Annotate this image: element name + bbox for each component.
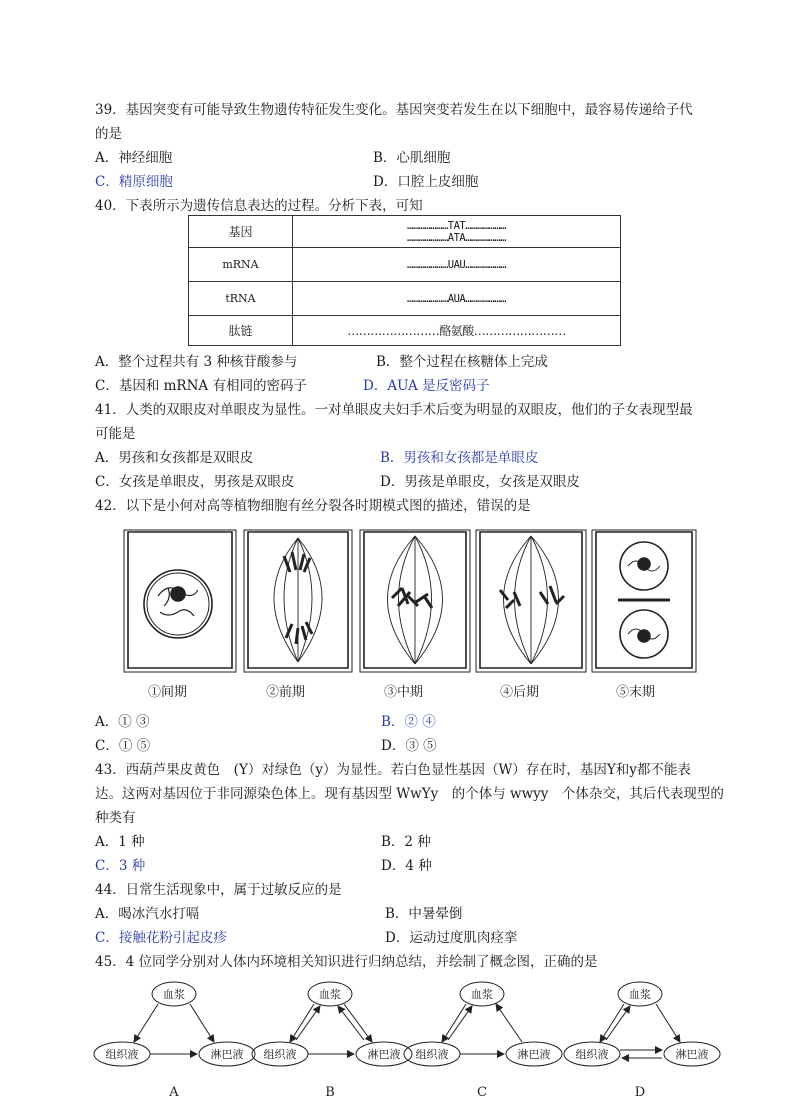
q40-stem: 40．下表所示为遗传信息表达的过程。分析下表，可知 xyxy=(95,198,423,214)
map-b-lymph: 淋巴液 xyxy=(367,1048,401,1061)
q41-stem-line2: 可能是 xyxy=(95,426,136,442)
map-d-plasma: 血浆 xyxy=(629,988,651,1001)
map-label-c: C xyxy=(477,1085,487,1100)
q42-stem: 42．以下是小何对高等植物细胞有丝分裂各时期模式图的描述，错误的是 xyxy=(95,498,531,514)
cell-interphase xyxy=(124,530,236,672)
map-c-plasma: 血浆 xyxy=(471,988,493,1001)
map-b-plasma: 血浆 xyxy=(319,988,341,1001)
caption-interphase: ①间期 xyxy=(148,685,188,700)
map-a-lymph: 淋巴液 xyxy=(210,1048,244,1061)
cell-telophase xyxy=(592,530,696,672)
gene-strand-1: …………………TAT………………… xyxy=(407,219,506,232)
map-label-d: D xyxy=(634,1085,646,1100)
q40-option-a[interactable]: A．整个过程共有 3 种核苷酸参与 xyxy=(95,354,298,370)
q41-stem-line1: 41．人类的双眼皮对单眼皮为显性。一对单眼皮夫妇手术后变为明显的双眼皮，他们的子女表现型最 xyxy=(95,402,693,418)
q43-stem-line1: 43．西葫芦果皮黄色 (Y）对绿色（y）为显性。若白色显性基因（W）存在时，基因Y和y都不能表 xyxy=(95,762,691,778)
row-label-mrna: mRNA xyxy=(189,248,293,282)
q44-option-b[interactable]: B．中暑晕倒 xyxy=(385,906,463,922)
caption-telophase: ⑤末期 xyxy=(616,685,656,700)
concept-map-a xyxy=(94,982,255,1100)
q44-option-a[interactable]: A．喝冰汽水打嗝 xyxy=(95,906,200,922)
map-b-tissue-fluid: 组织液 xyxy=(263,1048,297,1061)
mitosis-figure xyxy=(120,526,700,706)
q41-option-a[interactable]: A．男孩和女孩都是双眼皮 xyxy=(95,450,254,466)
map-d-tissue-fluid: 组织液 xyxy=(575,1048,609,1061)
gene-expression-table xyxy=(188,215,621,346)
q43-stem-line3: 种类有 xyxy=(95,810,136,826)
map-label-b: B xyxy=(325,1085,335,1100)
row-value-trna: …………………AUA………………… xyxy=(293,282,621,316)
q40-option-c[interactable]: C．基因和 mRNA 有相同的密码子 xyxy=(95,378,307,394)
caption-prophase: ②前期 xyxy=(266,685,306,700)
cell-anaphase xyxy=(476,530,586,672)
q43-option-d[interactable]: D．4 种 xyxy=(381,858,432,874)
q42-option-a[interactable]: A．① ③ xyxy=(95,714,150,730)
concept-map-b xyxy=(252,982,412,1100)
gene-strand-2: …………………ATA………………… xyxy=(407,231,506,244)
q39-stem-line2: 的是 xyxy=(95,126,122,142)
cell-prophase xyxy=(244,530,352,672)
q44-stem: 44．日常生活现象中，属于过敏反应的是 xyxy=(95,882,342,898)
row-label-gene: 基因 xyxy=(189,216,293,248)
row-value-peptide: ……………………酪氨酸…………………… xyxy=(293,316,621,346)
q42-option-b[interactable]: B．② ④ xyxy=(381,714,436,730)
map-d-lymph: 淋巴液 xyxy=(675,1048,709,1061)
q41-option-d[interactable]: D．男孩是单眼皮，女孩是双眼皮 xyxy=(380,474,580,490)
q41-option-c[interactable]: C．女孩是单眼皮，男孩是双眼皮 xyxy=(95,474,295,490)
q42-option-c[interactable]: C．① ⑤ xyxy=(95,738,151,754)
q39-option-d[interactable]: D．口腔上皮细胞 xyxy=(373,174,479,190)
q43-option-c[interactable]: C．3 种 xyxy=(95,858,146,874)
row-value-gene xyxy=(293,216,621,248)
q43-option-a[interactable]: A．1 种 xyxy=(95,834,145,850)
q43-option-b[interactable]: B．2 种 xyxy=(381,834,431,850)
q39-stem-line1: 39．基因突变有可能导致生物遗传特征发生变化。基因突变若发生在以下细胞中，最容易传递给子代 xyxy=(95,102,693,118)
map-c-lymph: 淋巴液 xyxy=(517,1048,551,1061)
q39-option-b[interactable]: B．心肌细胞 xyxy=(373,150,451,166)
concept-maps xyxy=(92,978,732,1110)
q39-option-c[interactable]: C．精原细胞 xyxy=(95,174,173,190)
map-a-tissue-fluid: 组织液 xyxy=(105,1048,139,1061)
q44-option-c[interactable]: C．接触花粉引起皮疹 xyxy=(95,930,227,946)
q44-option-d[interactable]: D．运动过度肌肉痉挛 xyxy=(385,930,518,946)
map-a-plasma: 血浆 xyxy=(163,988,185,1001)
q40-option-b[interactable]: B．整个过程在核糖体上完成 xyxy=(376,354,548,370)
q41-option-b[interactable]: B．男孩和女孩都是单眼皮 xyxy=(380,450,539,466)
map-c-tissue-fluid: 组织液 xyxy=(415,1048,449,1061)
cell-metaphase xyxy=(360,530,470,672)
row-label-trna: tRNA xyxy=(189,282,293,316)
row-value-mrna: …………………UAU………………… xyxy=(293,248,621,282)
q42-option-d[interactable]: D．③ ⑤ xyxy=(381,738,437,754)
concept-map-c xyxy=(404,982,562,1100)
q43-stem-line2: 达。这两对基因位于非同源染色体上。现有基因型 WwYy 的个体与 wwyy 个体杂交，其后代表现型的 xyxy=(95,786,724,802)
caption-metaphase: ③中期 xyxy=(384,685,424,700)
q40-option-d[interactable]: D．AUA 是反密码子 xyxy=(363,378,490,394)
q45-stem: 45．4 位同学分别对人体内环境相关知识进行归纳总结，并绘制了概念图，正确的是 xyxy=(95,954,598,970)
row-label-peptide: 肽链 xyxy=(189,316,293,346)
map-label-a: A xyxy=(169,1085,179,1100)
concept-map-d xyxy=(564,982,720,1100)
q39-option-a[interactable]: A．神经细胞 xyxy=(95,150,173,166)
caption-anaphase: ④后期 xyxy=(500,685,540,700)
